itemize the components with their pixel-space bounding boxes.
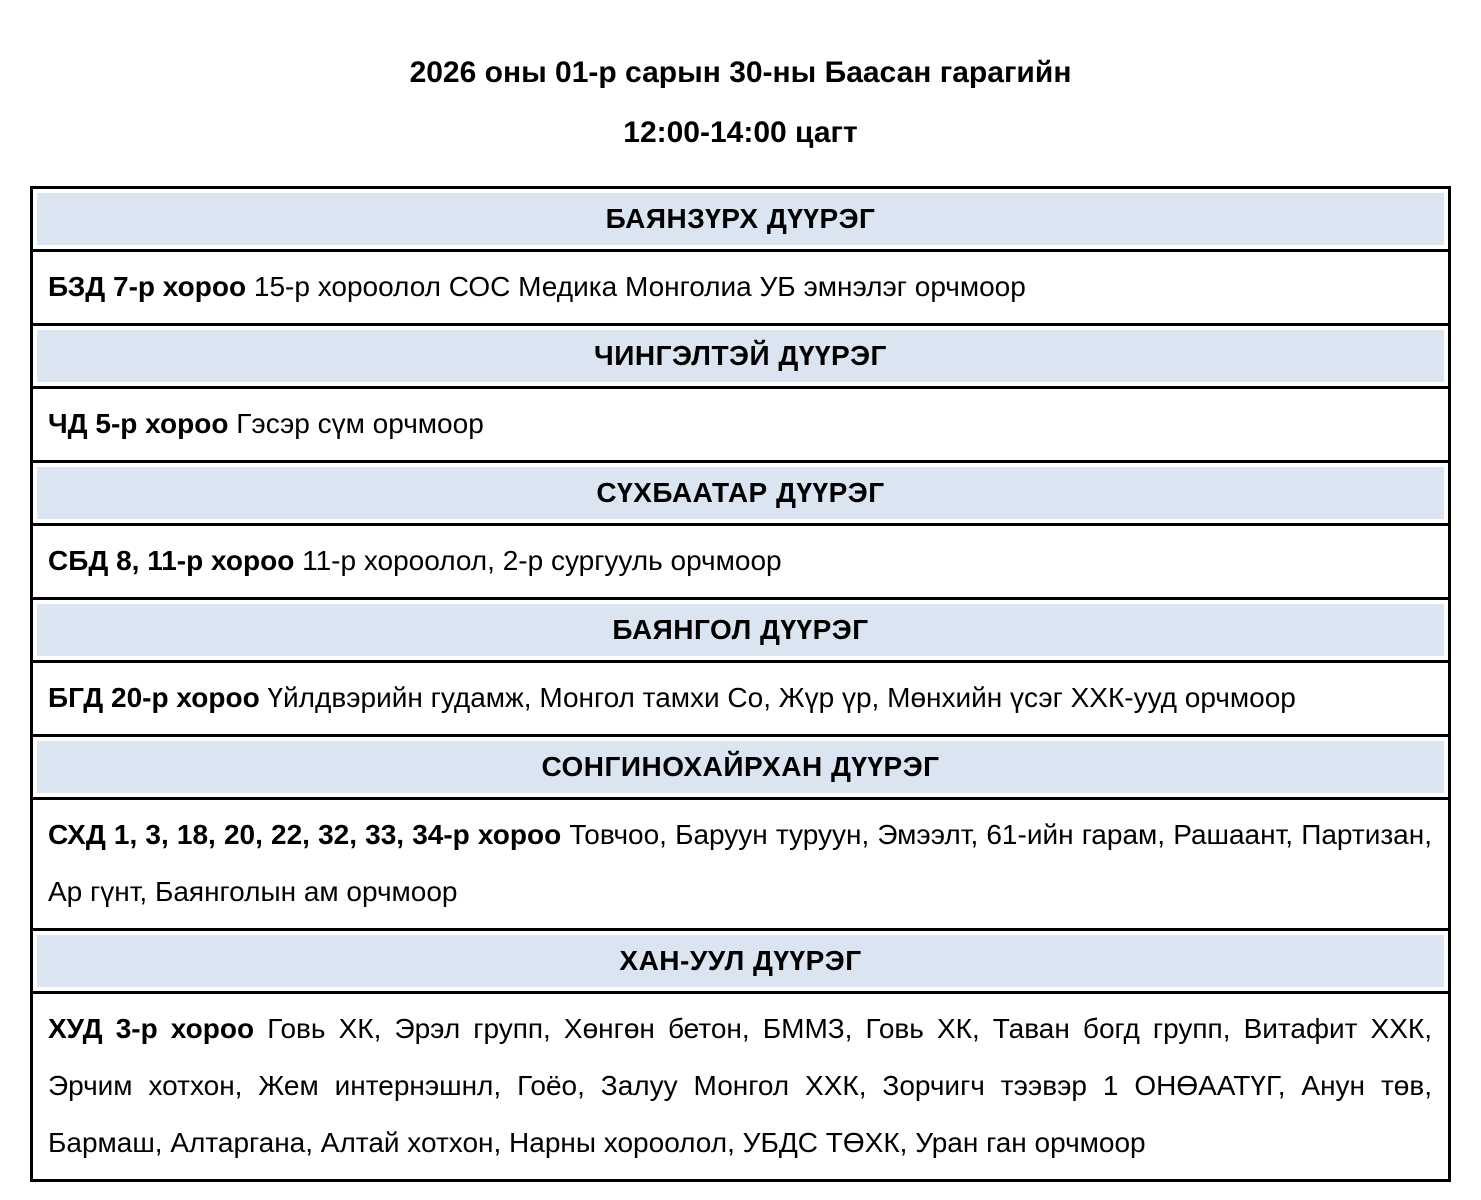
khoroo-label: СБД 8, 11-р хороо <box>48 545 295 576</box>
area-details: Үйлдвэрийн гудамж, Монгол тамхи Со, Жүр үр, Мөнхийн үсэг ХХК-ууд орчмоор <box>267 682 1296 713</box>
khoroo-label: ЧД 5-р хороо <box>48 408 229 439</box>
schedule-entry <box>32 388 1450 462</box>
district-header-row <box>32 188 1450 251</box>
schedule-entry <box>32 662 1450 736</box>
district-header-row <box>32 462 1450 525</box>
khoroo-label: БГД 20-р хороо <box>48 682 260 713</box>
schedule-entry <box>32 525 1450 599</box>
district-header-songinokhairkhan: СОНГИНОХАЙРХАН ДҮҮРЭГ <box>32 736 1450 799</box>
schedule-row <box>32 251 1450 325</box>
schedule-row <box>32 525 1450 599</box>
khoroo-label: СХД 1, 3, 18, 20, 22, 32, 33, 34-р хороо <box>48 819 562 850</box>
schedule-entry <box>32 993 1450 1181</box>
area-details: Говь ХК, Эрэл групп, Хөнгөн бетон, БММЗ, Говь ХК, Таван богд групп, Витафит ХХК, Эрчим хотхон, Жем интернэшнл, Гоёо, Залуу Монгол ХХК, Зорчигч тээвэр 1 ОНӨААТҮГ, Анун төв, Бармаш, Алтаргана, Алтай хотхон, Нарны хороолол, УБДС ТӨХК, Уран ган орчмоор <box>48 1013 1432 1158</box>
schedule-row <box>32 799 1450 930</box>
khoroo-label: БЗД 7-р хороо <box>48 271 247 302</box>
district-header-row <box>32 930 1450 993</box>
district-header-row <box>32 736 1450 799</box>
district-header-row <box>32 599 1450 662</box>
district-header-bayanzurkh: БАЯНЗҮРХ ДҮҮРЭГ <box>32 188 1450 251</box>
schedule-entry <box>32 251 1450 325</box>
schedule-row <box>32 662 1450 736</box>
area-details: Товчоо, Баруун туруун, Эмээлт, 61-ийн гарам, Рашаант, Партизан, Ар гүнт, Баянголын ам орчмоор <box>48 819 1432 907</box>
district-header-sukhbaatar: СҮХБААТАР ДҮҮРЭГ <box>32 462 1450 525</box>
schedule-entry <box>32 799 1450 930</box>
district-header-chingeltei: ЧИНГЭЛТЭЙ ДҮҮРЭГ <box>32 325 1450 388</box>
document-title-date: 2026 оны 01-р сарын 30-ны Баасан гарагийн <box>409 56 1072 89</box>
district-header-row <box>32 325 1450 388</box>
document-title-time: 12:00-14:00 цагт <box>623 116 858 149</box>
khoroo-label: ХУД 3-р хороо <box>48 1013 255 1044</box>
district-header-khan-uul: ХАН-УУЛ ДҮҮРЭГ <box>32 930 1450 993</box>
schedule-row <box>32 993 1450 1181</box>
area-details: Гэсэр сүм орчмоор <box>236 408 484 439</box>
area-details: 15-р хороолол СОС Медика Монголиа УБ эмнэлэг орчмоор <box>253 271 1026 302</box>
schedule-row <box>32 388 1450 462</box>
district-header-bayangol: БАЯНГОЛ ДҮҮРЭГ <box>32 599 1450 662</box>
outage-schedule-table <box>30 186 1451 1182</box>
area-details: 11-р хороолол, 2-р сургууль орчмоор <box>302 545 782 576</box>
